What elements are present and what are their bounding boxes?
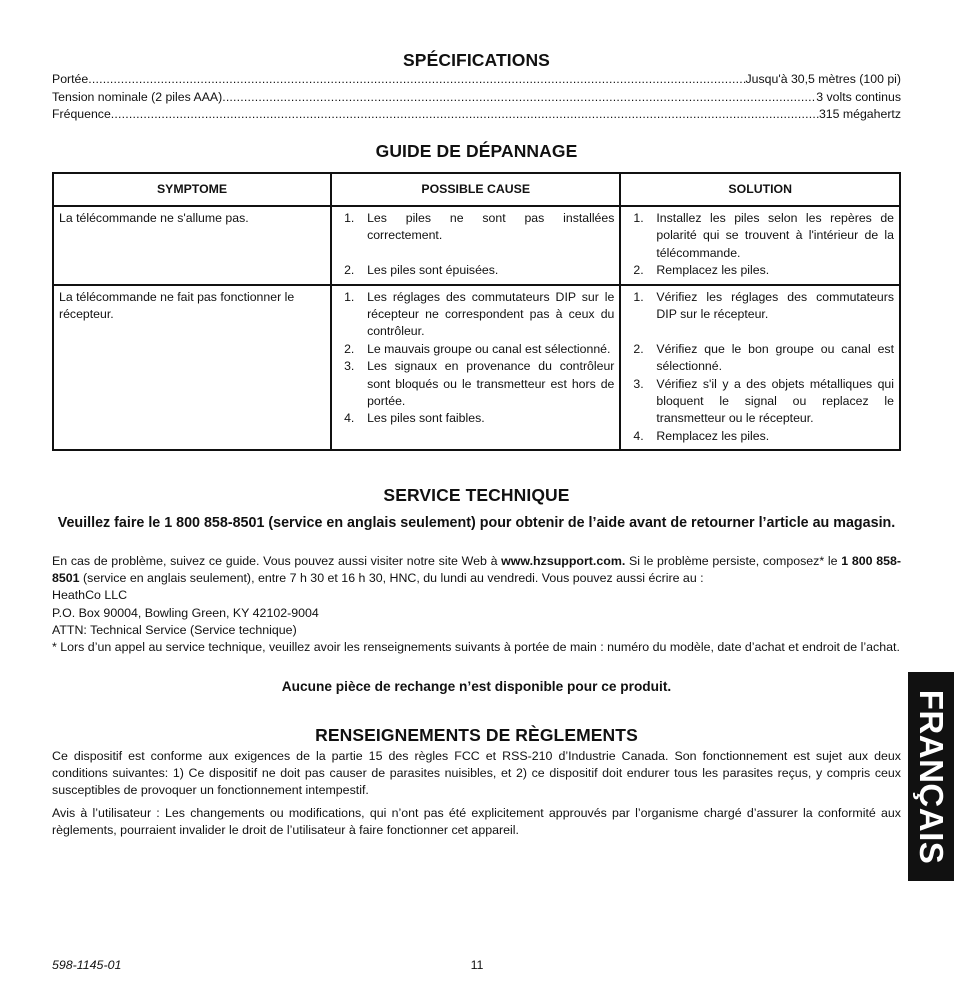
troubleshooting-table (52, 172, 901, 451)
service-body (52, 553, 901, 656)
specifications-heading: SPÉCIFICATIONS (403, 50, 550, 70)
spec-row-range (52, 71, 901, 89)
list-item: 3. Vérifiez s'il y a des objets métalliques qui bloquent le signal ou replacez le transmetteur ou le récepteur. (633, 376, 894, 426)
cause-cell (331, 285, 620, 451)
service-lead-text: Veuillez faire le 1 800 858-8501 (service en anglais seulement) pour obtenir de l’aide avant de retourner l’article au magasin. (57, 515, 896, 531)
solution-cell (620, 285, 900, 451)
regulations-body (52, 748, 901, 839)
cause-cell (331, 206, 620, 285)
list-item: 1. Les réglages des commutateurs DIP sur le récepteur ne correspondent pas à ceux du contrôleur. (344, 289, 615, 339)
address-line: P.O. Box 90004, Bowling Green, KY 42102-9004 (52, 605, 319, 620)
specifications-list (52, 71, 901, 124)
language-tab (908, 672, 954, 881)
no-parts-notice: Aucune pièce de rechange n’est disponible pour ce produit. (281, 679, 672, 694)
list-item: 2. Vérifiez que le bon groupe ou canal est sélectionné. (633, 341, 894, 374)
list-item: 1. Les piles ne sont pas installées correctement. (344, 211, 615, 243)
solution-list (626, 289, 894, 446)
solution-cell (620, 206, 900, 285)
spec-value: 3 volts continus (816, 89, 901, 104)
header-symptom: SYMPTOME (53, 173, 331, 206)
spec-value: 315 mégahertz (818, 107, 901, 121)
language-tab-label: FRANÇAIS (913, 689, 950, 864)
dot-leader (111, 106, 819, 124)
address-line: ATTN: Technical Service (Service technique) (52, 622, 297, 637)
service-heading: SERVICE TECHNIQUE (383, 485, 570, 505)
spec-row-frequency (52, 106, 901, 124)
solution-list (626, 210, 894, 280)
cause-list (337, 289, 614, 428)
regulations-paragraph: Ce dispositif est conforme aux exigences de la partie 15 des règles FCC et RSS-210 d’Industrie Canada. Son fonctionnement est sujet aux deux conditions suivantes: 1) Ce dispositif ne doit pas causer de parasites nuisibles, et 2) ce dispositif doit endurer tous les parasites reçus, y compris ceux susceptibles de provoquer un fonctionnement intempestif. (52, 749, 901, 798)
list-item: 4. Les piles sont faibles. (344, 411, 485, 426)
spec-row-voltage (52, 89, 901, 107)
table-row (53, 285, 900, 451)
list-item: 3. Les signaux en provenance du contrôleur sont bloqués ou le transmetteur est hors de portée. (344, 359, 615, 409)
service-note: * Lors d’un appel au service technique, veuillez avoir les renseignements suivants à portée de main : numéro du modèle, date d’achat et endroit de l’achat. (52, 640, 900, 655)
dot-leader (88, 71, 745, 89)
user-notice-paragraph: Avis à l’utilisateur : Les changements ou modifications, qui n’ont pas été explicitement approuvés par l’organisme chargé d’assurer la conformité aux règlements, pourraient invalider le droit de l’utilisateur à faire fonctionner cet appareil. (52, 805, 901, 837)
header-solution: SOLUTION (620, 173, 900, 206)
spec-label: Tension nominale (2 piles AAA) (52, 89, 223, 104)
support-phone-number: 1 800 858-8501 (52, 554, 902, 586)
regulations-heading: RENSEIGNEMENTS DE RÈGLEMENTS (315, 725, 638, 745)
address-line: HeathCo LLC (52, 588, 128, 603)
symptom-cell: La télécommande ne s'allume pas. (53, 206, 331, 285)
header-cause: POSSIBLE CAUSE (331, 173, 620, 206)
page-number: 11 (470, 958, 484, 972)
list-item: 2. Les piles sont épuisées. (344, 263, 499, 278)
list-item: 1. Vérifiez les réglages des commutateurs DIP sur le récepteur. (633, 289, 894, 322)
service-paragraph: En cas de problème, suivez ce guide. Vous pouvez aussi visiter notre site Web à www.hzsupport.com. Si le problème persiste, composez* le 1 800 858-8501 (service en anglais seulement), entre 7 h 30 et 16 h 30, HNC, du lundi au vendredi. Vous pouvez aussi écrire au : (52, 554, 902, 586)
table-row (53, 206, 900, 285)
list-item: 1. Installez les piles selon les repères de polarité qui se trouvent à l'intérieur de la télécommande. (633, 211, 894, 260)
spec-label: Fréquence (52, 107, 111, 121)
document-code: 598-1145-01 (52, 958, 122, 972)
symptom-cell: La télécommande ne fait pas fonctionner le récepteur. (53, 285, 331, 451)
cause-list (337, 210, 614, 280)
list-item: 2. Le mauvais groupe ou canal est sélectionné. (344, 341, 611, 356)
table-header-row (53, 173, 900, 206)
dot-leader (222, 89, 816, 107)
support-website-link[interactable]: www.hzsupport.com. (501, 554, 626, 568)
list-item: 2. Remplacez les piles. (633, 263, 770, 278)
list-item: 4. Remplacez les piles. (633, 428, 770, 443)
spec-label: Portée (52, 72, 89, 86)
spec-value: Jusqu'à 30,5 mètres (100 pi) (745, 72, 901, 86)
troubleshooting-heading: GUIDE DE DÉPANNAGE (375, 141, 578, 161)
